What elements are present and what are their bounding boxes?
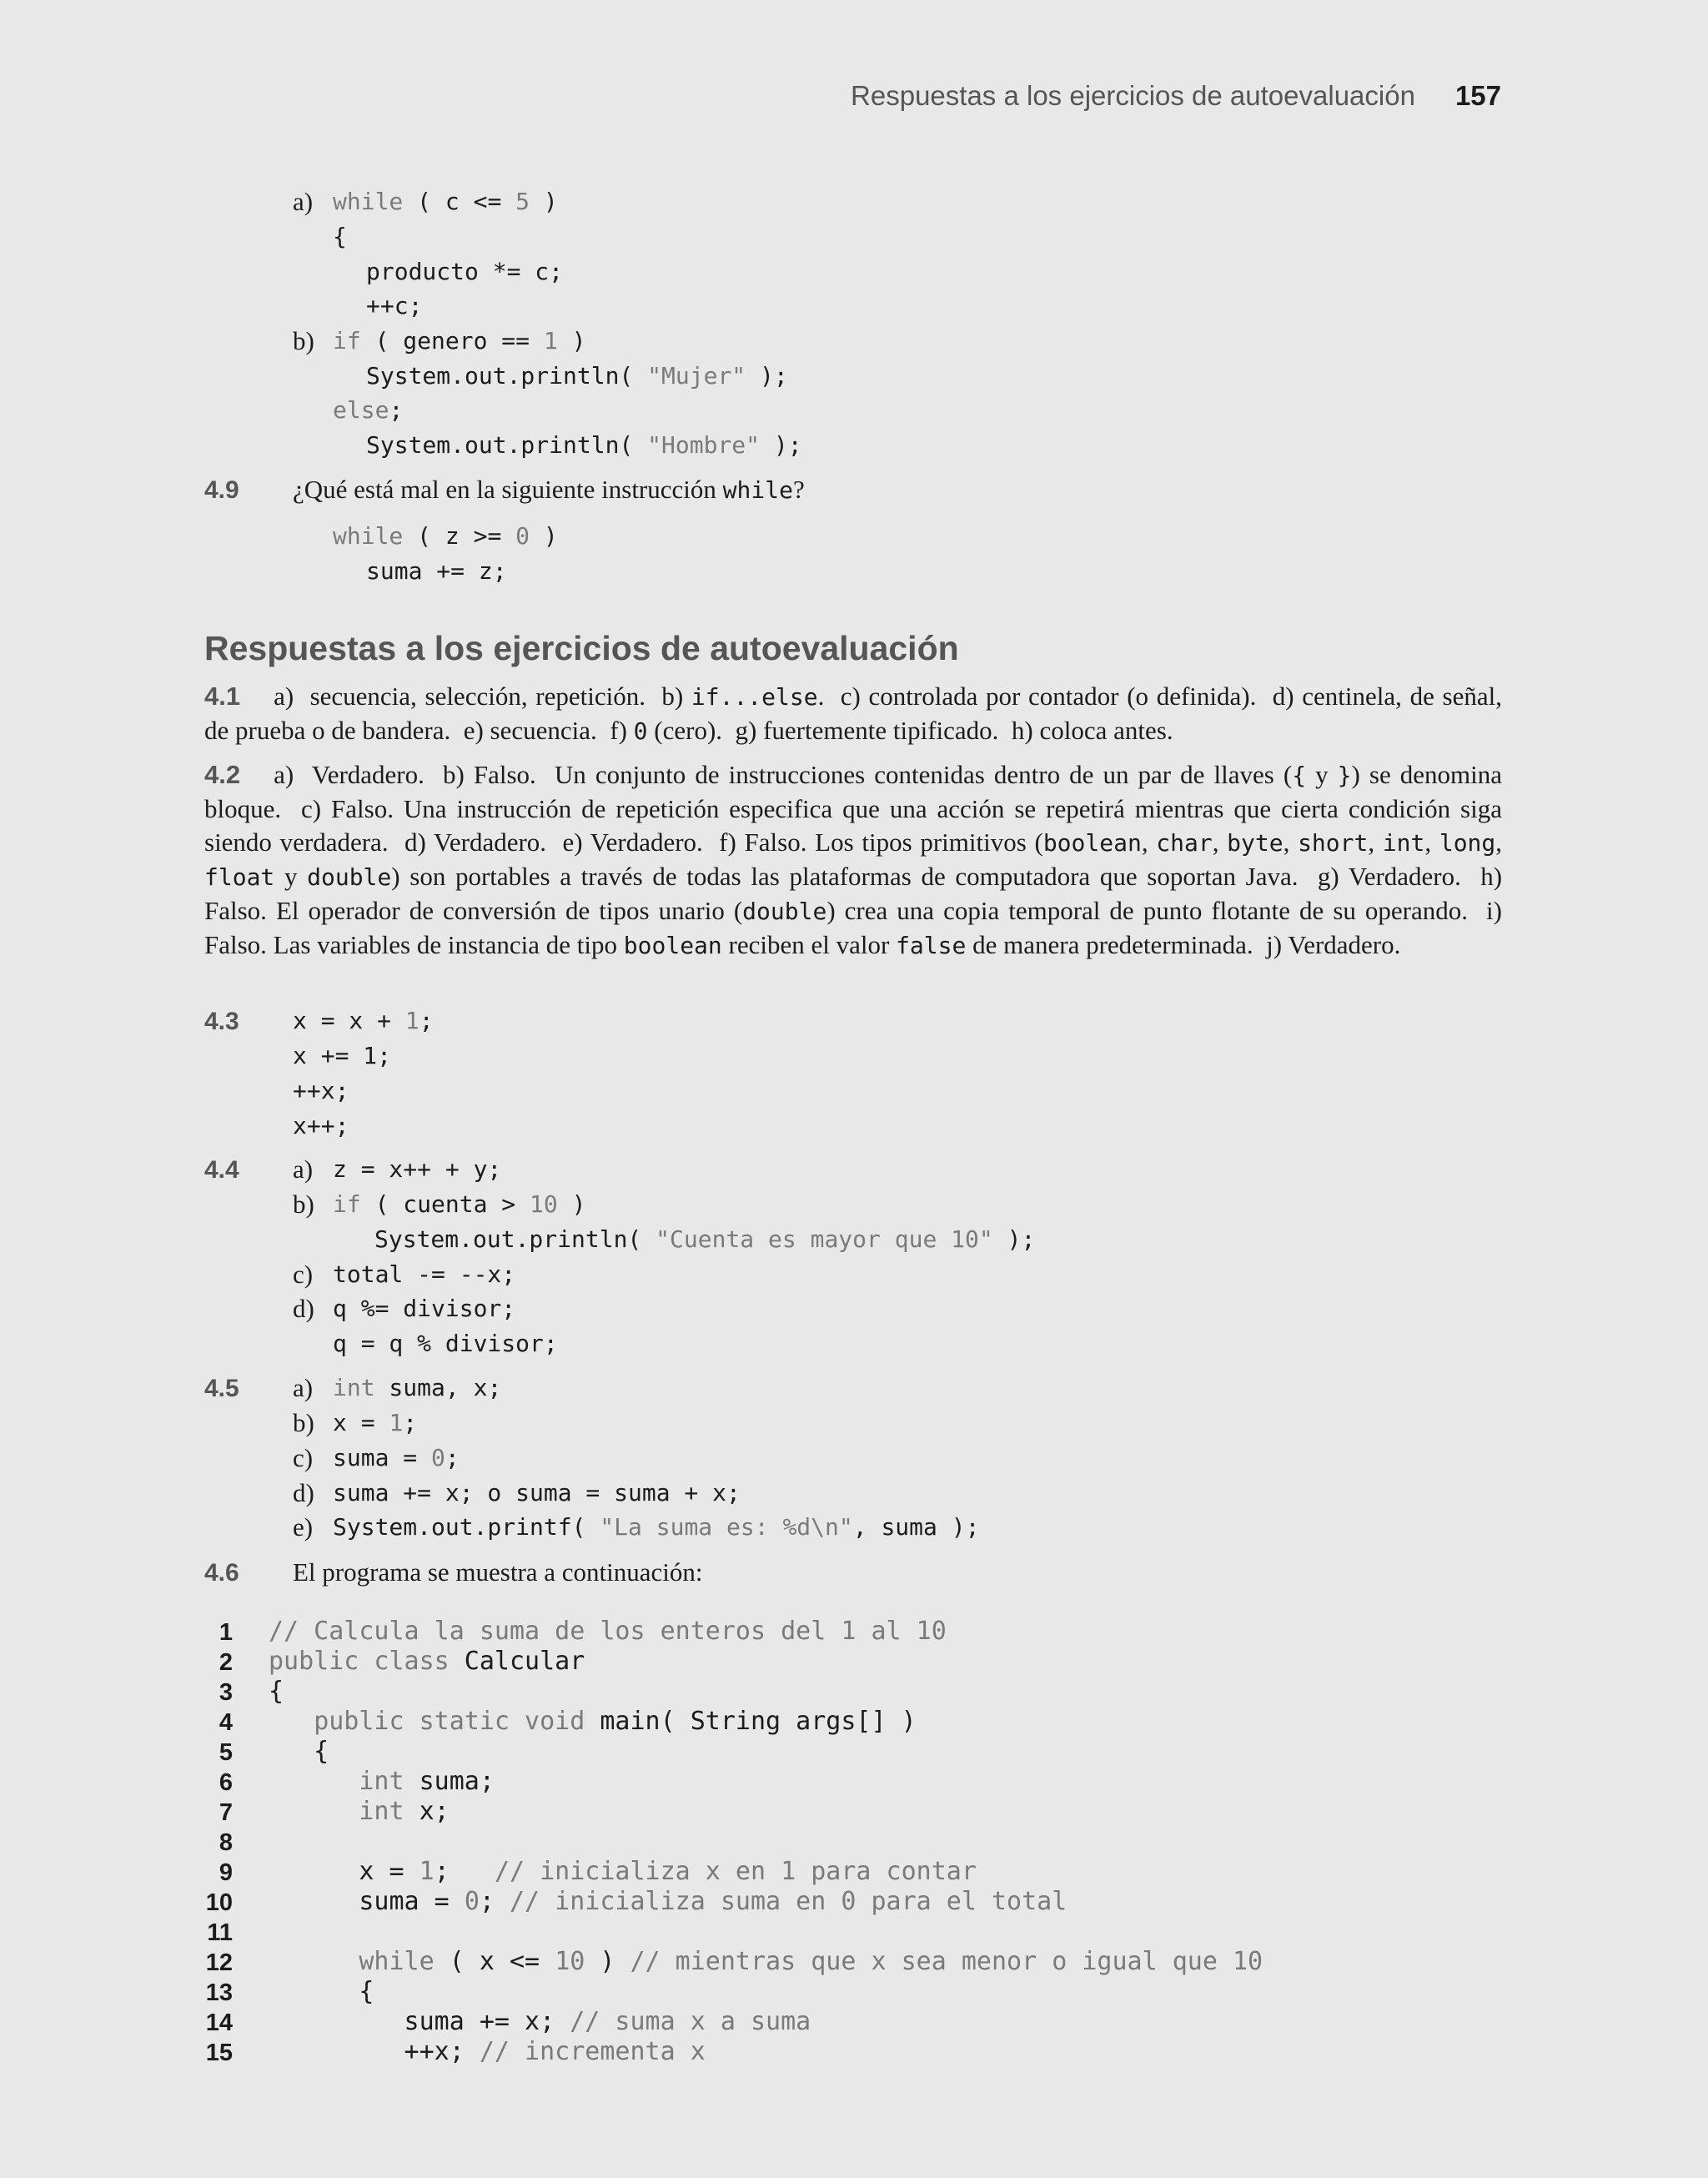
listing-line: { xyxy=(269,1677,284,1706)
listing-line: int x; xyxy=(359,1797,450,1826)
line-number: 2 xyxy=(219,1649,233,1676)
listing-line: suma += x; // suma x a suma xyxy=(269,2007,811,2036)
listing-line: int suma; xyxy=(359,1767,495,1796)
line-number: 12 xyxy=(205,1949,233,1976)
item-label: d) xyxy=(293,1478,314,1507)
question-text: ¿Qué está mal en la siguiente instrucción while? xyxy=(293,475,805,504)
code-line: if ( cuenta > 10 ) xyxy=(333,1190,586,1218)
answer-number: 4.3 xyxy=(204,1008,239,1035)
answer-number: 4.6 xyxy=(204,1559,239,1587)
code-line: else; xyxy=(333,396,404,424)
answer-4-2: 4.2 a) Verdadero. b) Falso. Un conjunto de instrucciones contenidas dentro de un par de llaves ({ y }) se denomina bloque. c) Falso. Una instrucción de repetición especifica que una acción se repetirá mientras que cierta condición siga siendo verdadera. d) Verdadero. e) Verdadero. f) Falso. Los tipos primitivos (boolean, char, byte, short, int, long, float y double) son portables a través de todas las plataformas de computadora que soportan Java. g) Verdadero. h) Falso. El operador de conversión de tipos unario (double) crea una copia temporal de punto flotante de su operando. i) Falso. Las variables de instancia de tipo boolean reciben el valor false de manera predeterminada. j) Verdadero. xyxy=(204,760,1503,959)
listing-line: x = 1; // inicializa x en 1 para contar xyxy=(269,1857,977,1886)
item-label: e) xyxy=(293,1512,314,1542)
code-line: ++c; xyxy=(366,292,423,319)
item-label: c) xyxy=(293,1260,314,1289)
line-number: 5 xyxy=(219,1739,233,1766)
item-label: a) xyxy=(293,1373,314,1402)
code-line: while ( c <= 5 ) xyxy=(333,188,558,215)
code-line: while ( z >= 0 ) xyxy=(333,522,558,550)
line-number: 4 xyxy=(219,1709,233,1736)
code-line: { xyxy=(333,223,347,250)
question-number: 4.9 xyxy=(204,476,239,504)
code-line: System.out.println( "Hombre" ); xyxy=(366,431,802,459)
code-line: System.out.println( "Cuenta es mayor que 10" ); xyxy=(374,1225,1036,1253)
line-number: 15 xyxy=(205,2040,233,2066)
code-line: x = x + 1; xyxy=(293,1007,434,1034)
line-number: 1 xyxy=(219,1619,233,1646)
listing-line: { xyxy=(269,1977,374,2006)
answer-4-1: 4.1 a) secuencia, selección, repetición. b) if...else. c) controlada por contador (o definida). d) centinela, de señal, de prueba o de bandera. e) secuencia. f) 0 (cero). g) fuertemente tipificado. h) coloca antes. xyxy=(204,682,1502,745)
code-line: total -= --x; xyxy=(333,1260,516,1288)
line-number: 6 xyxy=(219,1769,233,1796)
code-line: x++; xyxy=(293,1112,349,1139)
code-line: x += 1; xyxy=(293,1042,392,1069)
page-number: 157 xyxy=(1454,80,1501,111)
item-label: b) xyxy=(293,1408,314,1437)
code-line: q %= divisor; xyxy=(333,1295,516,1322)
answer-number: 4.5 xyxy=(204,1375,239,1402)
line-number: 10 xyxy=(205,1889,233,1916)
header-title: Respuestas a los ejercicios de autoevaluación xyxy=(851,80,1415,111)
code-line: System.out.println( "Mujer" ); xyxy=(366,362,788,390)
code-line: ++x; xyxy=(293,1077,349,1104)
code-line: int suma, x; xyxy=(333,1374,502,1401)
item-label: a) xyxy=(293,1154,314,1184)
listing-line: // Calcula la suma de los enteros del 1 al 10 xyxy=(269,1617,947,1646)
item-label: c) xyxy=(293,1443,314,1472)
code-line: z = x++ + y; xyxy=(333,1155,502,1183)
code-line: x = 1; xyxy=(333,1409,418,1436)
item-label: d) xyxy=(293,1294,314,1323)
code-line: if ( genero == 1 ) xyxy=(333,327,586,355)
listing-line: public class Calcular xyxy=(269,1647,585,1676)
item-label-b: b) xyxy=(293,326,314,355)
code-line: suma = 0; xyxy=(333,1444,460,1471)
answer-text: El programa se muestra a continuación: xyxy=(293,1557,703,1587)
listing-line: public static void main( String args[] ) xyxy=(314,1707,917,1736)
line-number: 7 xyxy=(219,1799,233,1826)
line-number: 14 xyxy=(205,2009,233,2036)
running-header xyxy=(851,79,1501,113)
code-line: q = q % divisor; xyxy=(333,1330,558,1357)
line-number: 3 xyxy=(219,1679,233,1706)
line-number: 13 xyxy=(205,1979,233,2006)
code-line: suma += x; o suma = suma + x; xyxy=(333,1479,741,1506)
line-number: 9 xyxy=(219,1859,233,1886)
item-label: b) xyxy=(293,1190,314,1219)
listing-line: suma = 0; // inicializa suma en 0 para el total xyxy=(269,1887,1068,1916)
listing-line: { xyxy=(269,1737,329,1766)
listing-line: ++x; // incrementa x xyxy=(269,2037,706,2066)
answer-number: 4.4 xyxy=(204,1156,239,1184)
code-line: suma += z; xyxy=(366,557,507,585)
line-number: 11 xyxy=(207,1919,233,1946)
code-line: System.out.printf( "La suma es: %d\n", suma ); xyxy=(333,1513,980,1541)
line-number: 8 xyxy=(219,1829,233,1856)
listing-line: while ( x <= 10 ) // mientras que x sea menor o igual que 10 xyxy=(359,1947,1263,1976)
section-title: Respuestas a los ejercicios de autoevaluación xyxy=(204,629,959,667)
code-line: producto *= c; xyxy=(366,258,564,285)
item-label-a: a) xyxy=(293,187,314,216)
